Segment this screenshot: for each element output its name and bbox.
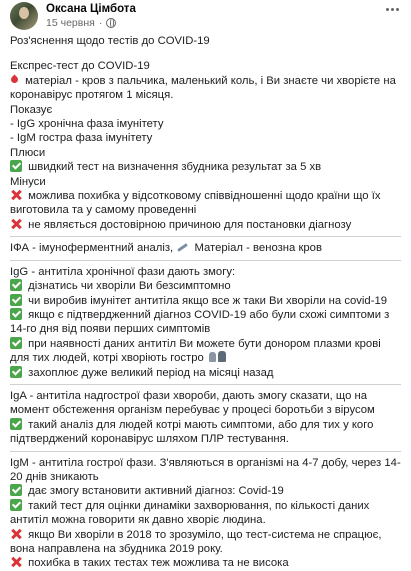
check-icon — [10, 279, 22, 291]
check-icon — [10, 484, 22, 496]
cons-heading: Мінуси — [10, 175, 46, 188]
check-icon — [10, 294, 22, 306]
check-icon — [10, 308, 22, 320]
shows-igm: - IgM гостра фаза імунітету — [10, 132, 153, 145]
more-icon[interactable] — [386, 8, 399, 11]
pros-item: швидкий тест на визначення збудника результат за 5 хв — [10, 160, 401, 174]
post-meta — [46, 2, 136, 30]
igg-item: захоплює дуже великий період на місяці назад — [10, 366, 401, 380]
avatar[interactable] — [10, 2, 38, 30]
check-icon — [10, 160, 22, 172]
check-icon — [10, 418, 22, 430]
globe-icon[interactable] — [106, 18, 116, 28]
pros-heading: Плюси — [10, 146, 46, 159]
divider — [10, 384, 401, 385]
iga-heading: IgA - антитіла надгострої фази хвороби, дають змогу сказати, що на момент обстеження організм перебуває у процесі боротьби з вірусом — [10, 389, 375, 417]
date-row: 15 червня · — [46, 16, 136, 30]
express-material: матеріал - кров з пальчика, маленький коль, і Ви знаєте чи хворієте на коронавірус протягом 1 місяця. — [10, 74, 400, 102]
igm-item: такий тест для оцінки динаміки захворювання, по кількості даних антитіл можна говорити як давно хворіє людина. — [10, 499, 373, 527]
iga-item: такий аналіз для людей котрі мають симптоми, або для тих у кого підтверджений коронавірус шляхом ПЛР тестування. — [10, 418, 377, 446]
igg-item: при наявності даних антитіл Ви можете бути донором плазми крові для тих людей, котрі хворіють гостро — [10, 337, 384, 365]
post-title: Роз'яснення щодо тестів до COVID-19 — [10, 35, 210, 47]
shows-igg: - IgG хронічна фаза імунітету — [10, 118, 164, 131]
igm-item: дає змогу встановити активний діагноз: Covid-19 — [10, 484, 401, 498]
divider — [10, 451, 401, 452]
check-icon — [10, 499, 22, 511]
ifa-line: ІФА - імуноферментний аналіз, Матеріал - венозна кров — [10, 242, 322, 255]
check-icon — [10, 337, 22, 349]
igm-con: похибка в таких тестах теж можлива та не висока — [10, 556, 401, 570]
drop-icon — [10, 74, 19, 86]
post-header — [10, 0, 401, 34]
cross-icon — [10, 189, 22, 201]
igm-heading: IgM - антитіла гострої фази. З'являються в організмі на 4-7 добу, через 14-20 днів зникають — [10, 456, 401, 483]
syringe-icon — [176, 241, 188, 253]
igg-heading: IgG - антитіла хронічної фази дають змогу: — [10, 265, 236, 278]
shows-heading: Показує — [10, 103, 53, 116]
post-date[interactable]: 15 червня — [46, 17, 95, 29]
cons-item: не являється достовірною причиною для постановки діагнозу — [10, 218, 401, 232]
people-icon — [207, 351, 229, 363]
cross-icon — [10, 218, 22, 230]
igm-con: якщо Ви хворіли в 2018 то зрозуміло, що тест-система не спрацює, вона направлена на збудника 2019 року. — [10, 528, 385, 555]
express-heading: Експрес-тест до COVID-19 — [10, 60, 150, 73]
divider — [10, 236, 401, 237]
divider — [10, 260, 401, 261]
igg-item: чи виробив імунітет антитіла якщо все ж таки Ви хворіли на covid-19 — [10, 294, 401, 308]
cross-icon — [10, 528, 22, 540]
cross-icon — [10, 556, 22, 568]
post-body — [10, 34, 401, 571]
author-name[interactable]: Оксана Цімбота — [46, 3, 136, 15]
cons-item: можлива похибка у відсотковому співвідношенні щодо країни що їх виготовила та у самому проведенні — [10, 190, 384, 217]
igg-item: якщо є підтвердженний діагноз COVID-19 або були схожі симптоми з 14-го дня від появи перших симптомів — [10, 308, 393, 336]
check-icon — [10, 366, 22, 378]
igg-item: дізнатись чи хворіли Ви безсимптомно — [10, 279, 401, 293]
